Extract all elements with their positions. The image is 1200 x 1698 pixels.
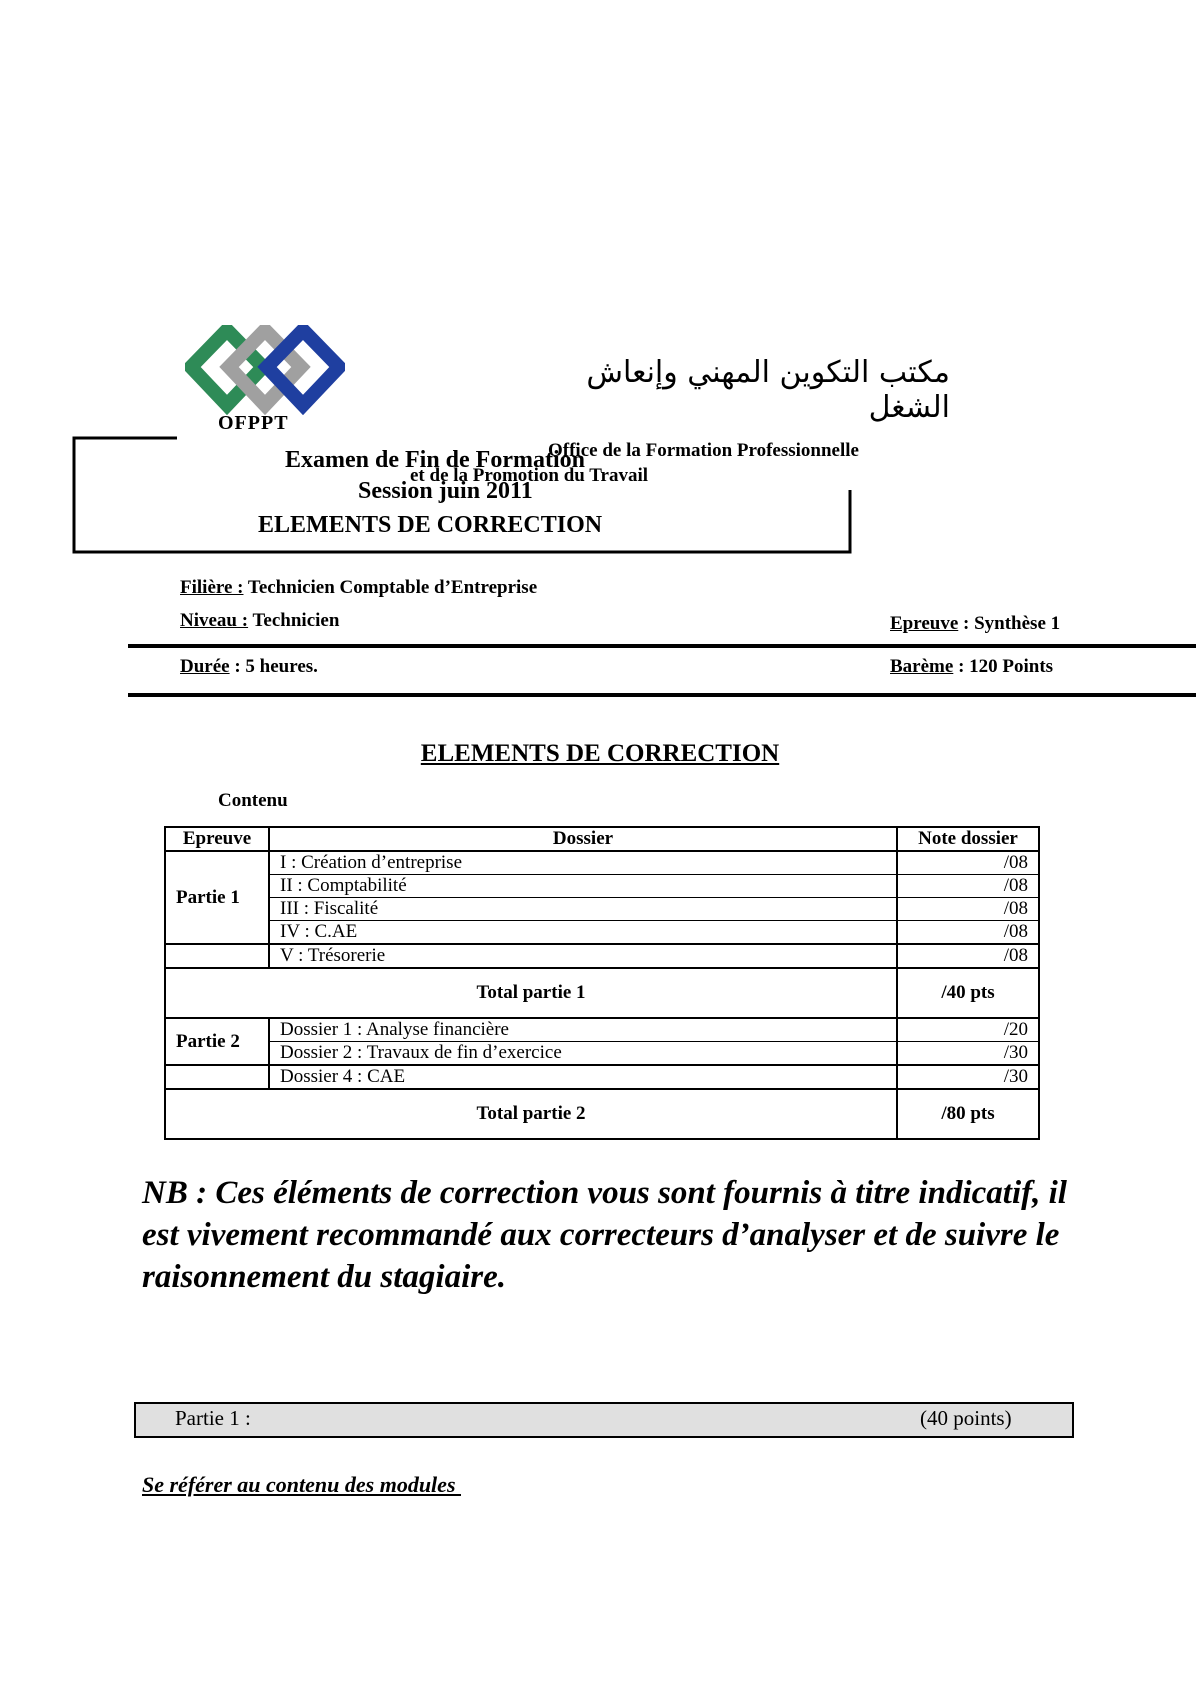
- bareme-value: : 120 Points: [953, 656, 1054, 677]
- divider: [128, 644, 1196, 648]
- contents-table: [164, 826, 1040, 1140]
- total-label: Total partie 2: [165, 1089, 897, 1139]
- table-row: [165, 851, 1039, 875]
- duree-value: : 5 heures.: [229, 656, 318, 677]
- column-header: Note dossier: [897, 827, 1039, 851]
- column-header: Epreuve: [165, 827, 269, 851]
- exam-title: Examen de Fin de Formation: [285, 447, 585, 473]
- niveau-value: Technicien: [248, 610, 340, 631]
- dossier-cell: I : Création d’entreprise: [269, 851, 897, 875]
- note-cell: /08: [897, 898, 1039, 921]
- page-title-text: ELEMENTS DE CORRECTION: [420, 740, 780, 767]
- column-header: Dossier: [269, 827, 897, 851]
- duree-label: Durée: [180, 656, 230, 677]
- partie1-label: Partie 1: [165, 851, 269, 944]
- total-row: [165, 1089, 1039, 1139]
- dossier-cell: V : Trésorerie: [269, 944, 897, 968]
- note-cell: /08: [897, 921, 1039, 945]
- frame-subtitle: ELEMENTS DE CORRECTION: [258, 512, 603, 538]
- filiere-label: Filière :: [180, 577, 244, 598]
- table-row: [165, 921, 1039, 945]
- partie2-label: Partie 2: [165, 1018, 269, 1065]
- nb-note: NB : Ces éléments de correction vous sont fournis à titre indicatif, il est vivement recommandé aux correcteurs d’analyser et de suivre le raisonnement du stagiaire.: [142, 1175, 1067, 1295]
- empty-cell: [165, 1065, 269, 1089]
- total-value: /40 pts: [897, 968, 1039, 1018]
- table-row: [165, 944, 1039, 968]
- bareme-line: [890, 656, 1053, 678]
- contenu-label: Contenu: [218, 790, 288, 811]
- note-cell: /30: [897, 1065, 1039, 1089]
- partie-banner-points: (40 points): [920, 1406, 1012, 1430]
- page-title: [0, 740, 1200, 768]
- table-header-row: [165, 827, 1039, 851]
- note-cell: /08: [897, 851, 1039, 875]
- empty-cell: [165, 944, 269, 968]
- table-row: [165, 1018, 1039, 1042]
- dossier-cell: Dossier 2 : Travaux de fin d’exercice: [269, 1042, 897, 1066]
- epreuve-label: Epreuve: [890, 613, 959, 634]
- bareme-label: Barème: [890, 656, 954, 677]
- office-name-line2: et de la Promotion du Travail: [410, 465, 649, 486]
- logo-text: OFPPT: [218, 412, 289, 434]
- filiere-value: Technicien Comptable d’Entreprise: [243, 577, 538, 598]
- table-row: [165, 898, 1039, 921]
- niveau-label: Niveau :: [180, 610, 249, 631]
- partie-banner-label: Partie 1 :: [175, 1406, 251, 1430]
- ofppt-logo-icon: [185, 325, 345, 415]
- niveau-line: [180, 610, 339, 632]
- filiere-line: [180, 577, 537, 599]
- dossier-cell: IV : C.AE: [269, 921, 897, 945]
- epreuve-line: [890, 613, 1060, 635]
- epreuve-value: : Synthèse 1: [958, 613, 1061, 634]
- total-row: [165, 968, 1039, 1018]
- table-row: [165, 875, 1039, 898]
- duree-line: [180, 656, 318, 678]
- refer-note: Se référer au contenu des modules: [142, 1472, 461, 1497]
- table-row: [165, 1065, 1039, 1089]
- note-cell: /08: [897, 875, 1039, 898]
- note-cell: /30: [897, 1042, 1039, 1066]
- table-row: [165, 1042, 1039, 1066]
- total-value: /80 pts: [897, 1089, 1039, 1139]
- divider: [128, 693, 1196, 697]
- total-label: Total partie 1: [165, 968, 897, 1018]
- dossier-cell: Dossier 1 : Analyse financière: [269, 1018, 897, 1042]
- dossier-cell: III : Fiscalité: [269, 898, 897, 921]
- note-cell: /20: [897, 1018, 1039, 1042]
- session-label: Session juin 2011: [358, 478, 533, 504]
- note-cell: /08: [897, 944, 1039, 968]
- dossier-cell: II : Comptabilité: [269, 875, 897, 898]
- office-name-line1: Office de la Formation Professionnelle: [548, 440, 859, 461]
- arabic-office-name: مكتب التكوين المهني وإنعاش الشغل: [586, 355, 950, 425]
- dossier-cell: Dossier 4 : CAE: [269, 1065, 897, 1089]
